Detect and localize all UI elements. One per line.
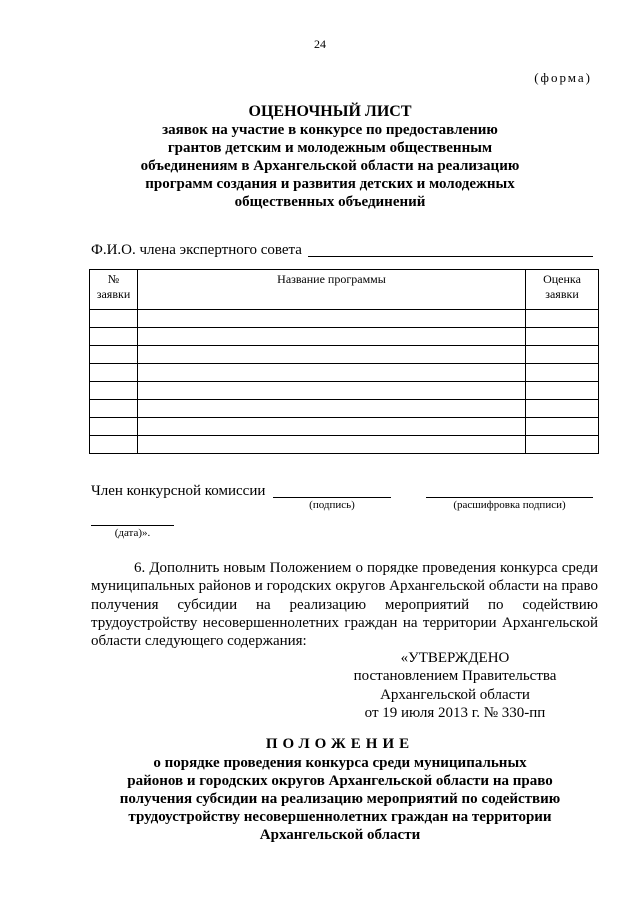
table-row xyxy=(90,328,599,346)
approved-line: «УТВЕРЖДЕНО xyxy=(400,650,510,666)
cell-program-name[interactable] xyxy=(138,382,526,400)
cell-program-name[interactable] xyxy=(138,328,526,346)
signature-decoding-field-line[interactable] xyxy=(426,497,593,498)
page-number: 24 xyxy=(314,37,326,51)
table-body xyxy=(90,310,599,454)
cell-program-name[interactable] xyxy=(138,418,526,436)
title-line: заявок на участие в конкурсе по предоставлению xyxy=(162,122,498,138)
cell-program-name[interactable] xyxy=(138,364,526,382)
regulation-line: трудоустройству несовершеннолетних граждан на территории xyxy=(128,809,552,825)
cell-program-name[interactable] xyxy=(138,400,526,418)
regulation-line: Архангельской области xyxy=(259,827,421,843)
regulation-subtitle xyxy=(90,754,590,844)
cell-program-name[interactable] xyxy=(138,436,526,454)
table-row xyxy=(90,382,599,400)
cell-score[interactable] xyxy=(526,400,599,418)
approved-line: Архангельской области xyxy=(380,686,530,703)
cell-application-number[interactable] xyxy=(90,364,138,382)
evaluation-table xyxy=(89,269,599,454)
header-application-number: № заявки xyxy=(90,270,138,310)
title-line: грантов детским и молодежным общественным xyxy=(167,140,493,156)
approved-line: постановлением Правительства xyxy=(353,668,557,685)
signature-caption: (подпись) xyxy=(309,499,355,511)
approval-stamp-text xyxy=(340,649,570,722)
evaluation-sheet-title xyxy=(80,103,580,211)
title-line: программ создания и развития детских и молодежных xyxy=(145,176,515,192)
title-line: общественных объединений xyxy=(234,194,426,210)
table-row xyxy=(90,418,599,436)
table-header-row xyxy=(90,270,599,310)
cell-score[interactable] xyxy=(526,436,599,454)
cell-score[interactable] xyxy=(526,346,599,364)
table-row xyxy=(90,436,599,454)
amendment-paragraph: 6. Дополнить новым Положением о порядке проведения конкурса среди муниципальных районов и городских округов Архангельской области на право получения субсидии на реализацию мероприятий по содействию трудоустройству несовершеннолетних граждан на территории Архангельской области следующего содержания: xyxy=(91,560,598,650)
cell-score[interactable] xyxy=(526,382,599,400)
commission-member-label: Член конкурсной комиссии xyxy=(91,483,266,499)
date-caption: (дата)». xyxy=(114,527,151,539)
cell-score[interactable] xyxy=(526,418,599,436)
cell-application-number[interactable] xyxy=(90,328,138,346)
table-row xyxy=(90,364,599,382)
header-application-score: Оценка заявки xyxy=(526,270,599,310)
approved-line: от 19 июля 2013 г. № 330-пп xyxy=(364,704,546,721)
cell-program-name[interactable] xyxy=(138,310,526,328)
form-label: (форма) xyxy=(534,70,592,85)
header-program-name: Название программы xyxy=(138,270,526,310)
cell-application-number[interactable] xyxy=(90,310,138,328)
table-row xyxy=(90,310,599,328)
regulation-line: районов и городских округов Архангельской области на право xyxy=(127,773,553,789)
signature-decoding-caption: (расшифровка подписи) xyxy=(453,499,566,511)
cell-application-number[interactable] xyxy=(90,382,138,400)
regulation-title: ПОЛОЖЕНИЕ xyxy=(265,736,415,752)
regulation-line: получения субсидии на реализацию мероприятий по содействию xyxy=(119,791,561,807)
expert-name-label: Ф.И.О. члена экспертного совета xyxy=(91,242,302,258)
cell-application-number[interactable] xyxy=(90,346,138,364)
date-field-line[interactable] xyxy=(91,525,174,526)
cell-score[interactable] xyxy=(526,364,599,382)
title-main: ОЦЕНОЧНЫЙ ЛИСТ xyxy=(248,103,412,120)
signature-field-line[interactable] xyxy=(273,497,391,498)
cell-application-number[interactable] xyxy=(90,400,138,418)
cell-score[interactable] xyxy=(526,328,599,346)
cell-program-name[interactable] xyxy=(138,346,526,364)
expert-name-field-line[interactable] xyxy=(308,256,593,257)
cell-application-number[interactable] xyxy=(90,436,138,454)
table-row xyxy=(90,400,599,418)
regulation-line: о порядке проведения конкурса среди муниципальных xyxy=(153,755,527,771)
cell-application-number[interactable] xyxy=(90,418,138,436)
title-line: объединениям в Архангельской области на реализацию xyxy=(140,158,520,174)
table-row xyxy=(90,346,599,364)
cell-score[interactable] xyxy=(526,310,599,328)
